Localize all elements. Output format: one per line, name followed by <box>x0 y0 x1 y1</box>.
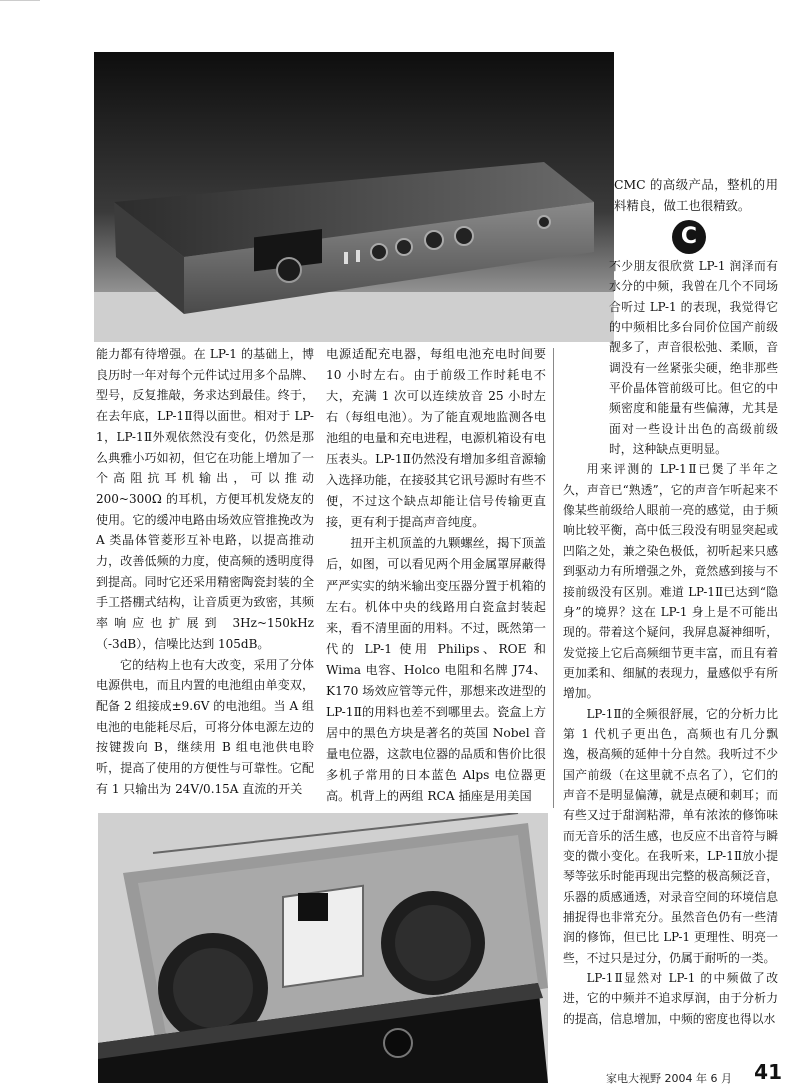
paragraph: CMC 的高级产品，整机的用料精良，做工也很精致。 <box>614 177 778 214</box>
paragraph: 用来评测的 LP-1Ⅱ已煲了半年之久，声音已“熟透”，它的声音乍听起来不像某些前级给人眼前一亮的感觉，由于频响比较平衡，高中低三段没有明显突起或凹陷之处，兼之染色极低，初听起来只感到驱动力有所增强之外，竟然感到接与不接前级没有区别。难道 LP-1Ⅱ已达到“隐身”的境界？这在 LP-1 身上是不可能出现的。带着这个疑问，我屏息凝神细听，发觉接上它后高频细节更丰富，而且有着更加柔和、细腻的表现力，量感似乎有所增加。 <box>563 462 778 701</box>
page-number: 41 <box>754 1060 782 1084</box>
text-column-left <box>96 344 314 799</box>
paragraph: 电源适配充电器，每组电池充电时间要 10 小时左右。由于前级工作时耗电不大，充满 1 次可以连续放音 25 小时左右（每组电池）。为了能直观地监测各电池组的电量和充电进程，电源机箱设有电压表头。LP-1Ⅱ仍然没有增加多组音源输入选择功能，在接驳其它讯号源时有些不便，不过这个缺点却能让信号传输更直接，更有利于提高声音纯度。 <box>326 347 546 530</box>
paragraph: 能力都有待增强。在 LP-1 的基础上，博良历时一年对每个元件试过用多个品牌、型号，反复推敲，务求达到最佳。终于，在去年底，LP-1Ⅱ得以面世。相对于 LP-1，LP-1Ⅱ外观依然没有变化，仍然是那么典雅小巧如初，但它在功能上增加了一个高阻抗耳机输出，可以推动 200~300Ω 的耳机，方便耳机发烧友的使用。它的缓冲电路由场效应管推挽改为 A 类晶体管菱形互补电路，以提高推动力，改善低频的力度，使高频的透明度得到提高。同时它还采用精密陶瓷封装的全手工搭棚式结构，让音质更为致密，其频率响应也扩展到 3Hz~150kHz（-3dB），信噪比达到 105dB。 <box>96 347 314 651</box>
text-column-middle <box>326 344 546 807</box>
paragraph: 扭开主机顶盖的九颗螺丝，揭下顶盖后，如图，可以看见两个用金属罩屏蔽得严严实实的纳米输出变压器分置于机箱的左右。机体中央的线路用白瓷盒封装起来，看不清里面的用料。不过，既然第一代的 LP-1 使用 Philips、ROE 和 Wima 电容、Holco 电阻和名牌 J74、K170 场效应管等元件，那想来改进型的 LP-1Ⅱ的用料也差不到哪里去。瓷盒上方居中的黑色方块是著名的英国 Nobel 音量电位器，这款电位器的品质和售价比很多机子常用的日本蓝色 Alps 电位器更高。机背上的两组 RCA 插座是用美国 <box>326 536 546 803</box>
paragraph: LP-1Ⅱ的全频很舒展，它的分析力比第 1 代机子更出色，高频也有几分飘逸，极高频的延伸十分自然。我听过不少国产前级（在这里就不点名了），它们的声音不是明显偏薄，就是点硬和刺耳；而有些又过于甜润粘滞，单有浓浓的修饰味而无音乐的活生感，也反应不出音符与瞬变的微小变化。在我听来，LP-1Ⅱ放小提琴等弦乐时能再现出完整的极高频泛音，乐器的质感通透，对录音空间的环境信息捕捉得也非常充分。虽然音色仍有一些清润的修饰，但已比 LP-1 更理性、明亮一些，不过只是过分，仍属于耐听的一类。 <box>563 706 778 965</box>
section-dropcap: C <box>672 220 706 254</box>
column-rule <box>553 348 554 808</box>
corner-rule <box>0 0 40 1</box>
paragraph: LP-1Ⅱ显然对 LP-1 的中频做了改进，它的中频并不追求厚润，由于分析力的提高，信息增加，中频的密度也得以水 <box>563 971 778 1026</box>
intro-text-top <box>614 174 778 217</box>
magazine-footer: 家电大视野 2004 年 6 月 <box>606 1072 732 1085</box>
product-photo-front <box>94 52 614 342</box>
product-photo-internal <box>98 813 548 1083</box>
text-column-right <box>563 256 778 1029</box>
paragraph: 它的结构上也有大改变，采用了分体电源供电，而且内置的电池组由单变双，配备 2 组接成±9.6V 的电池组。当 A 组电池的电能耗尽后，可将分体电源左边的按键拨向 B，继续用 B 组电池供电聆听，提高了使用的方便性与可靠性。它配有 1 只输出为 24V/0.15A 直流的开关 <box>96 657 314 796</box>
paragraph: 不少朋友很欣赏 LP-1 润泽而有水分的中频，我曾在几个不同场合听过 LP-1 的表现，我觉得它的中频相比多台同价位国产前级靓多了，声音很松弛、柔顺，音调没有一丝紧张尖硬，绝非那些平价晶体管前级可比。但它的中频密度和能量有些偏薄，尤其是面对一些设计出色的高级前级时，这种缺点更明显。 <box>609 259 778 457</box>
